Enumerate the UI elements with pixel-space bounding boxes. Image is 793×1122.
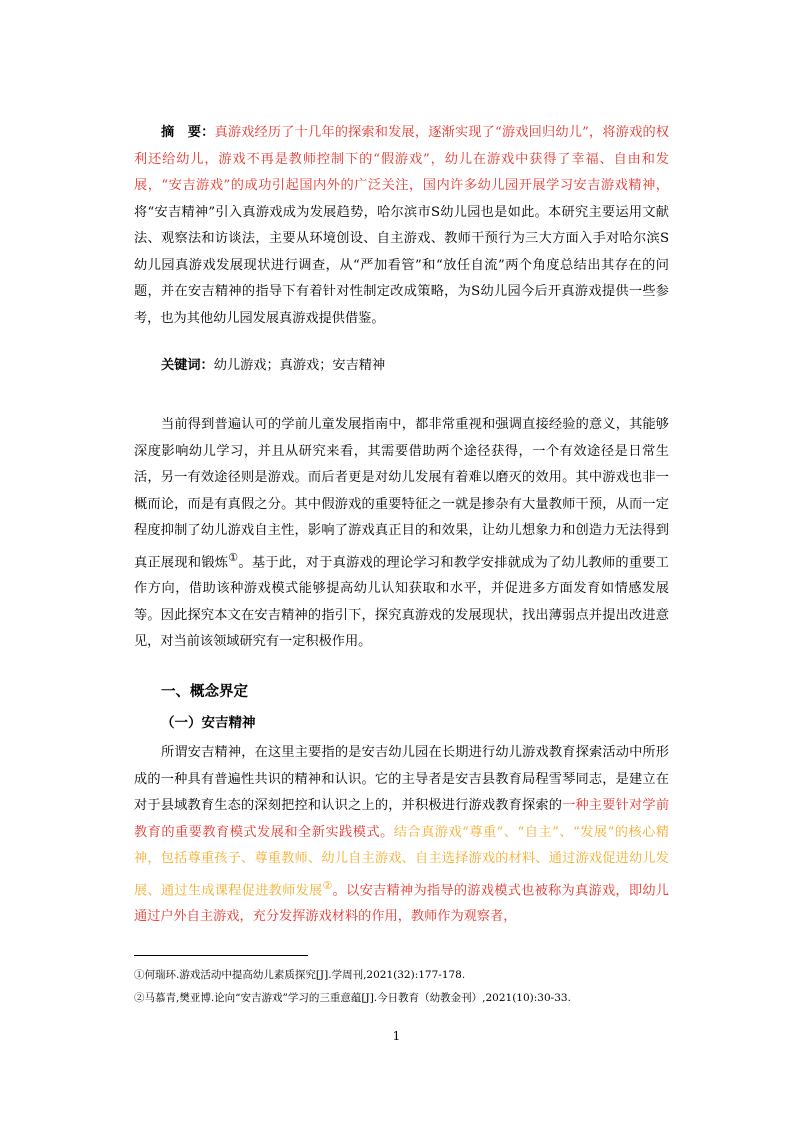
body-text-1: 所谓安吉精神，在这里主要指的是安吉幼儿园在长期进行幼儿游戏教育探索活动中所形成的一种具有普遍性共识的精神和认识。它的主导者是安吉县教育局程雪琴同志，是建立在对于县域教育生态的深刻把控和认识之上的，并积极进行游戏教育探索的 — [134, 745, 669, 813]
footnote-ref-1: ① — [228, 550, 239, 564]
keywords-text: 幼儿游戏；真游戏；安吉精神 — [213, 358, 386, 373]
intro-text-1: 当前得到普遍认可的学前儿童发展指南中，都非常重视和强调直接经验的意义，其能够深度影响幼儿学习，并且从研究来看，其需要借助两个途径获得，一个有效途径是日常生活，另一有效途径则是游戏。而后者更是对幼儿发展有着难以磨灭的效用。其中游戏也非一概而论，而是有真假之分。其中假游戏的重要特征之一就是掺杂有大量教师干预，从而一定程度抑制了幼儿游戏自主性，影响了游戏真正目的和效果，让幼儿想象力和创造力无法得到真正展现和锻炼 — [134, 417, 669, 570]
footnote-1: ①何瑞环.游戏活动中提高幼儿素质探究[J].学周刊,2021(32):177-178. — [134, 969, 466, 981]
subsection-heading: （一）安吉精神 — [161, 715, 256, 731]
section-heading: 一、概念界定 — [161, 684, 248, 700]
abstract-label: 摘 要： — [161, 125, 215, 140]
footnote-2: ②马慕青,樊亚博.论向“安吉游戏”学习的三重意蕴[J].今日教育（幼教金刊）,2021(10):30-33. — [134, 992, 571, 1004]
abstract-text: 将“安吉精神”引入真游戏成为发展趋势，哈尔滨市S幼儿园也是如此。本研究主要运用文献法、观察法和访谈法，主要从环境创设、自主游戏、教师干预行为三大方面入手对哈尔滨S幼儿园真游戏发展现状进行调查，从“严加看管”和“放任自流”两个角度总结出其存在的问题，并在安吉精神的指导下有着针对性制定改成策略，为S幼儿园今后开真游戏提供一些参考，也为其他幼儿园发展真游戏提供借鉴。 — [134, 204, 669, 326]
keywords-label: 关键词： — [161, 358, 214, 373]
abstract-paragraph — [134, 120, 669, 332]
body-text-orange: 结合真游戏“尊重”、“自主”、“发展”的核心精神，包括尊重孩子、尊重教师、幼儿自主游戏、自主选择游戏的材料、通过游戏促进幼儿发展、通过生成课程促进教师发展 — [134, 824, 670, 898]
page-number: 1 — [392, 1029, 401, 1043]
body-paragraph — [134, 740, 669, 931]
intro-text-2: 。基于此，对于真游戏的理论学习和教学安排就成为了幼儿教师的重要工作方向，借助该种游戏模式能够提高幼儿认知获取和水平，并促进多方面发育如情感发展等。因此探究本文在安吉精神的指引下，探究真游戏的发展现状，找出薄弱点并提出改进意见，对当前该领域研究有一定积极作用。 — [134, 554, 669, 650]
body-text-red-1: 一种主要针对学前教育的重要教育模式发展和全新实践模式。 — [134, 798, 670, 840]
keywords-line — [134, 353, 669, 380]
body-text-red-2: 。以安吉精神为指导的游戏模式也被称为真游戏，即幼儿通过户外自主游戏，充分发挥游戏材料的作用，教师作为观察者， — [134, 882, 669, 925]
intro-paragraph — [134, 412, 669, 656]
abstract-text-red: 真游戏经历了十几年的探索和发展，逐渐实现了“游戏回归幼儿”，将游戏的权利还给幼儿，游戏不再是教师控制下的“假游戏”，幼儿在游戏中获得了幸福、自由和发展，“安吉游戏”的成功引起国内外的广泛关注，国内许多幼儿园开展学习安吉游戏精神， — [134, 125, 670, 193]
footnote-ref-2: ② — [322, 878, 333, 892]
footnote-divider — [134, 955, 308, 956]
